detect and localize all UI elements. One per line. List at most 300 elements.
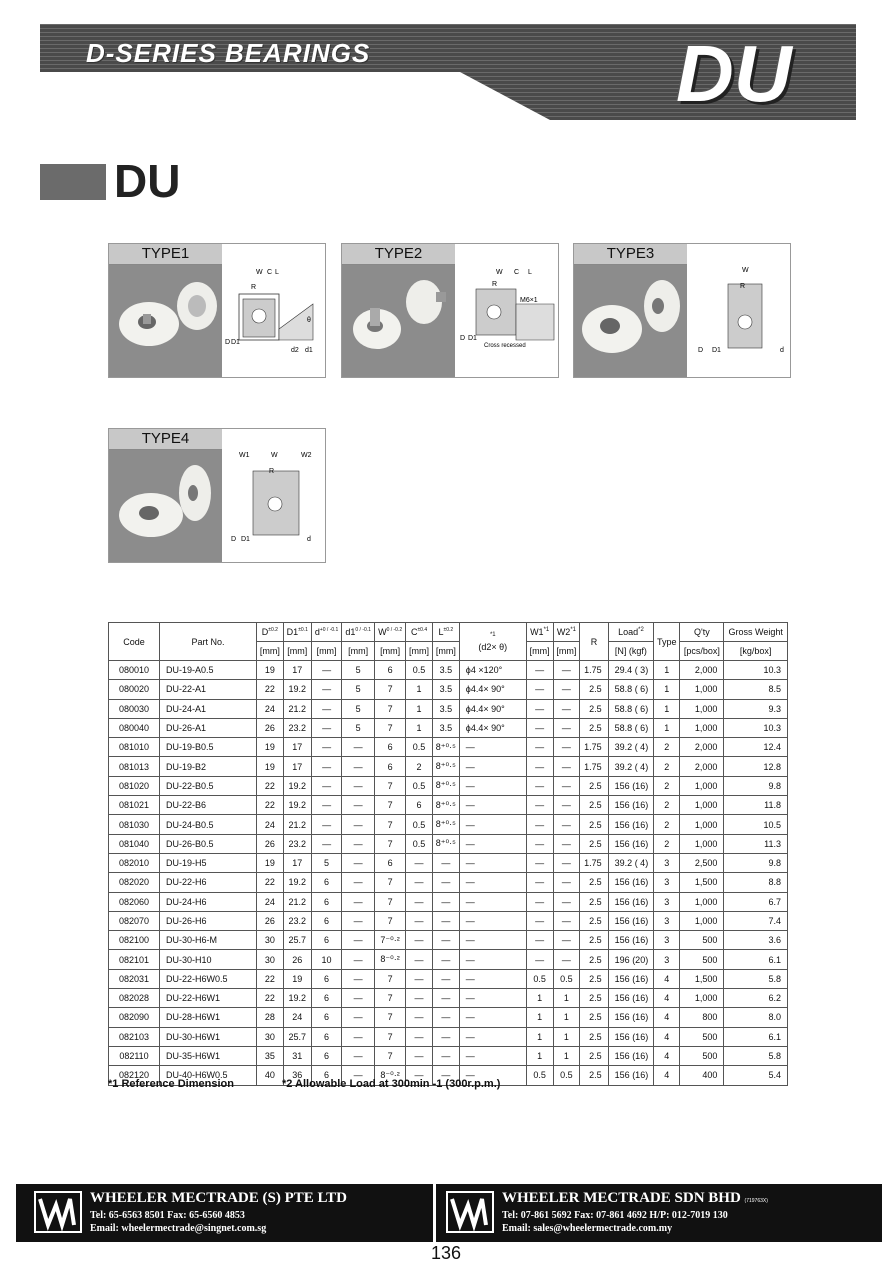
table-cell: 082103 [109,1027,160,1046]
table-cell: DU-24-H6 [160,892,257,911]
table-cell: DU-19-B2 [160,757,257,776]
table-cell: 24 [257,815,284,834]
note-allowable-load: *2 Allowable Load at 300min -1 (300r.p.m.) [282,1078,501,1090]
table-cell: — [311,834,342,853]
table-cell: — [406,892,433,911]
table-cell: — [526,834,553,853]
table-cell: — [342,892,375,911]
table-cell: 22 [257,680,284,699]
table-cell: DU-40-H6W0.5 [160,1066,257,1085]
type4-dim-d1: D1 [241,536,250,543]
table-cell: 17 [283,738,311,757]
table-cell: 9.3 [724,699,788,718]
type3-dim-d1: D1 [712,347,721,354]
table-cell: 21.2 [283,815,311,834]
table-row [109,776,788,795]
table-cell: 19 [257,853,284,872]
table-cell: DU-19-B0.5 [160,738,257,757]
table-cell: DU-22-B0.5 [160,776,257,795]
table-cell: 156 (16) [608,776,654,795]
table-cell: 156 (16) [608,1027,654,1046]
table-cell: — [311,680,342,699]
table-cell: 1,000 [680,699,724,718]
table-cell: — [526,796,553,815]
unit-d1-small: [mm] [342,642,375,661]
unit-c: [mm] [406,642,433,661]
table-cell: 1.75 [580,757,608,776]
table-cell: 6 [311,989,342,1008]
table-cell: — [459,815,526,834]
table-cell: 3 [654,931,680,950]
table-cell: 26 [257,911,284,930]
table-cell: 19.2 [283,873,311,892]
table-cell: 8⁺⁰·⁵ [432,757,459,776]
table-cell: — [526,815,553,834]
table-cell: — [553,661,580,680]
table-cell: 1 [654,680,680,699]
table-cell: 2 [654,796,680,815]
table-cell: 080020 [109,680,160,699]
table-cell: 0.5 [406,776,433,795]
table-cell: 6 [311,873,342,892]
table-cell: — [459,776,526,795]
table-row [109,699,788,718]
table-cell: DU-22-H6W1 [160,989,257,1008]
table-cell: 2 [406,757,433,776]
table-cell: 082110 [109,1046,160,1065]
table-cell: 31 [283,1046,311,1065]
table-cell: 4 [654,1046,680,1065]
table-cell: — [311,757,342,776]
table-cell: 5 [342,680,375,699]
table-cell: — [342,989,375,1008]
table-cell: — [526,931,553,950]
col-code: Code [109,623,160,661]
table-cell: 28 [257,1008,284,1027]
table-cell: 35 [257,1046,284,1065]
table-cell: 23.2 [283,911,311,930]
table-cell: — [459,1027,526,1046]
table-cell: 19 [257,738,284,757]
table-cell: 19.2 [283,989,311,1008]
table-cell: 6 [311,892,342,911]
type1-dim-l: L [275,269,279,276]
type1-figure [108,243,326,378]
table-cell: — [311,661,342,680]
table-cell: 4 [654,989,680,1008]
table-cell: — [311,815,342,834]
table-cell: 22 [257,776,284,795]
table-row [109,680,788,699]
table-cell: 1,000 [680,911,724,930]
col-d1-small: $d1^{0 / -0.1}$ [342,623,375,642]
table-cell: 39.2 ( 4) [608,757,654,776]
table-cell: 082010 [109,853,160,872]
col-w: $W^{0 / -0.2}$ [375,623,406,642]
table-cell: 6 [311,931,342,950]
table-cell: 0.5 [406,661,433,680]
table-cell: 58.8 ( 6) [608,718,654,737]
type2-dim-d: D [460,335,466,342]
table-cell: DU-22-H6W0.5 [160,969,257,988]
table-cell: 12.8 [724,757,788,776]
table-cell: 26 [257,834,284,853]
company-email-sg: Email: wheelermectrade@singnet.com.sg [90,1223,267,1234]
table-cell: 3 [654,892,680,911]
table-cell: 6 [311,1066,342,1085]
table-cell: — [553,699,580,718]
table-cell: — [459,1046,526,1065]
table-cell: 7 [375,718,406,737]
table-cell: — [459,892,526,911]
table-row [109,989,788,1008]
table-cell: — [553,718,580,737]
table-cell: 19 [283,969,311,988]
table-cell: 0.5 [406,738,433,757]
table-header-row [109,623,788,642]
table-cell: 1,000 [680,815,724,834]
table-cell: — [342,1046,375,1065]
company-tel-sg: Tel: 65-6563 8501 Fax: 65-6560 4853 [90,1210,245,1221]
table-cell: 1,500 [680,969,724,988]
table-cell: 19.2 [283,776,311,795]
table-cell: 156 (16) [608,1046,654,1065]
table-cell: 5.8 [724,1046,788,1065]
table-cell: ϕ4.4× 90° [459,680,526,699]
table-cell: 7 [375,1027,406,1046]
table-cell: ϕ4.4× 90° [459,699,526,718]
table-cell: 6 [311,911,342,930]
table-cell: 7 [375,892,406,911]
table-cell: — [406,853,433,872]
table-cell: — [553,834,580,853]
table-cell: — [459,950,526,969]
table-cell: 7.4 [724,911,788,930]
table-cell: 17 [283,757,311,776]
table-cell: — [342,738,375,757]
type3-label: TYPE3 [574,244,687,265]
table-cell: 19.2 [283,680,311,699]
table-row [109,950,788,969]
type2-cross-recessed: Cross recessed [484,343,526,349]
table-cell: — [459,796,526,815]
table-cell: 8.8 [724,873,788,892]
table-cell: 5.4 [724,1066,788,1085]
spec-table [108,622,788,1086]
table-cell: 30 [257,931,284,950]
table-cell: 7 [375,911,406,930]
table-cell: — [459,873,526,892]
type4-dim-w2: W2 [301,452,312,459]
table-cell: 0.5 [406,815,433,834]
table-cell: 0.5 [526,969,553,988]
col-r: R [580,623,608,661]
table-cell: 4 [654,1027,680,1046]
table-cell: 082100 [109,931,160,950]
table-cell: 082028 [109,989,160,1008]
table-cell: 22 [257,873,284,892]
table-cell: — [526,738,553,757]
footer-company-singapore [16,1184,432,1242]
table-cell: 10.3 [724,661,788,680]
type4-dim-db: d [307,536,311,543]
unit-bore-d: [mm] [311,642,342,661]
table-cell: — [406,1027,433,1046]
table-cell: 2 [654,815,680,834]
table-cell: 082020 [109,873,160,892]
table-cell: 082070 [109,911,160,930]
table-cell: 7 [375,796,406,815]
table-cell: — [432,911,459,930]
table-cell: 8⁺⁰·⁵ [432,834,459,853]
company-name-my: WHEELER MECTRADE SDN BHD (719763X) [502,1190,768,1206]
table-cell: 156 (16) [608,1066,654,1085]
table-cell: — [459,969,526,988]
table-cell: 156 (16) [608,911,654,930]
table-cell: 2.5 [580,989,608,1008]
col-d: $D^{\pm 0.2}$ [257,623,284,642]
section-marker [40,164,106,200]
table-cell: 3.5 [432,680,459,699]
table-cell: 5 [342,661,375,680]
table-cell: 6.1 [724,1027,788,1046]
table-cell: — [526,680,553,699]
table-cell: 23.2 [283,718,311,737]
unit-w1: [mm] [526,642,553,661]
table-cell: 22 [257,796,284,815]
table-cell: 17 [283,661,311,680]
table-cell: 7⁻⁰·² [375,931,406,950]
type2-dim-d1: D1 [468,335,477,342]
table-cell: 6 [375,661,406,680]
table-cell: 25.7 [283,1027,311,1046]
table-cell: — [432,1027,459,1046]
table-cell: 3 [654,950,680,969]
table-cell: 2.5 [580,1008,608,1027]
type4-dim-r: R [269,468,275,475]
table-cell: — [459,738,526,757]
type3-dim-r: R [740,283,746,290]
table-row [109,1008,788,1027]
table-row [109,796,788,815]
company-logo-icon [446,1191,494,1233]
table-cell: — [459,911,526,930]
table-cell: — [432,1066,459,1085]
table-cell: DU-24-A1 [160,699,257,718]
type2-dim-l: L [528,269,532,276]
table-cell: — [406,969,433,988]
type3-dim-d: D [698,347,704,354]
table-cell: DU-19-H5 [160,853,257,872]
banner-code: DU [676,29,792,118]
table-cell: 2.5 [580,699,608,718]
table-cell: 1,000 [680,834,724,853]
table-cell: — [342,853,375,872]
type1-dim-theta: θ [307,317,311,324]
company-name-sg: WHEELER MECTRADE (S) PTE LTD [90,1190,347,1206]
table-cell: 19 [257,757,284,776]
table-cell: ϕ4.4× 90° [459,718,526,737]
table-cell: 156 (16) [608,796,654,815]
table-cell: DU-19-A0.5 [160,661,257,680]
table-cell: — [406,1008,433,1027]
table-cell: 2.5 [580,796,608,815]
table-cell: — [526,853,553,872]
table-cell: 3.5 [432,718,459,737]
table-cell: 082120 [109,1066,160,1085]
table-cell: — [459,1008,526,1027]
table-cell: 081013 [109,757,160,776]
table-cell: 6.7 [724,892,788,911]
table-cell: — [553,873,580,892]
table-row [109,911,788,930]
table-cell: 7 [375,989,406,1008]
table-row [109,1027,788,1046]
table-cell: — [311,699,342,718]
table-cell: DU-22-B6 [160,796,257,815]
table-row [109,969,788,988]
table-cell: 800 [680,1008,724,1027]
table-cell: DU-30-H6W1 [160,1027,257,1046]
table-cell: 2.5 [580,815,608,834]
note-reference: *1 Reference Dimension [108,1078,234,1090]
table-cell: 2.5 [580,950,608,969]
table-cell: — [553,776,580,795]
table-cell: — [342,1027,375,1046]
table-cell: 22 [257,969,284,988]
table-cell: DU-30-H6-M [160,931,257,950]
banner-title: D-SERIES BEARINGS [86,38,371,68]
table-cell: 39.2 ( 4) [608,738,654,757]
table-cell: 500 [680,931,724,950]
table-cell: 156 (16) [608,931,654,950]
type2-drawing [456,244,558,377]
table-cell: — [553,680,580,699]
table-cell: 8⁺⁰·⁵ [432,738,459,757]
col-c: $C^{\pm 0.4}$ [406,623,433,642]
table-cell: 2,000 [680,661,724,680]
table-cell: DU-26-B0.5 [160,834,257,853]
table-cell: 2.5 [580,969,608,988]
table-cell: 6.2 [724,989,788,1008]
table-cell: — [526,757,553,776]
table-cell: — [553,815,580,834]
table-cell: 19 [257,661,284,680]
table-cell: 6 [311,1046,342,1065]
table-cell: 1 [553,989,580,1008]
table-cell: — [432,892,459,911]
table-cell: 6 [311,1008,342,1027]
table-cell: 7 [375,1008,406,1027]
table-cell: 500 [680,1046,724,1065]
table-cell: 3.6 [724,931,788,950]
type1-label: TYPE1 [109,244,222,265]
table-cell: 2.5 [580,680,608,699]
table-cell: — [342,950,375,969]
table-cell: — [553,853,580,872]
table-cell: 1 [526,1046,553,1065]
table-cell: 156 (16) [608,1008,654,1027]
table-cell: — [459,834,526,853]
table-cell: 156 (16) [608,873,654,892]
table-cell: 2.5 [580,718,608,737]
table-cell: 081020 [109,776,160,795]
table-cell: 082101 [109,950,160,969]
table-cell: 4 [654,1066,680,1085]
type2-dim-w: W [496,269,503,276]
table-row [109,853,788,872]
table-cell: — [342,776,375,795]
table-cell: — [406,931,433,950]
table-cell: DU-22-A1 [160,680,257,699]
type2-label: TYPE2 [342,244,455,265]
table-cell: 58.8 ( 6) [608,680,654,699]
table-cell: 2 [654,776,680,795]
table-cell: 080010 [109,661,160,680]
table-cell: 26 [283,950,311,969]
table-cell: 8⁺⁰·⁵ [432,815,459,834]
table-cell: 7 [375,680,406,699]
table-cell: 40 [257,1066,284,1085]
col-load: Load$^{*2}$ [608,623,654,642]
table-cell: 36 [283,1066,311,1085]
table-cell: 1 [654,699,680,718]
table-cell: 2 [654,834,680,853]
table-cell: 1.75 [580,661,608,680]
table-cell: — [406,950,433,969]
type2-dim-m6: M6×1 [520,297,538,304]
table-cell: 156 (16) [608,815,654,834]
table-cell: — [342,815,375,834]
table-cell: — [459,757,526,776]
table-cell: 25.7 [283,931,311,950]
table-cell: 1,000 [680,796,724,815]
table-cell: 1 [654,661,680,680]
table-cell: DU-26-H6 [160,911,257,930]
unit-l: [mm] [432,642,459,661]
table-cell: — [526,776,553,795]
footer-company-malaysia [428,1184,882,1242]
company-reg-my: (719763X) [744,1198,768,1204]
table-cell: 8⁻⁰·² [375,1066,406,1085]
table-cell: 156 (16) [608,834,654,853]
table-cell: ϕ4 ×120° [459,661,526,680]
table-cell: 500 [680,950,724,969]
unit-w2: [mm] [553,642,580,661]
table-cell: 3.5 [432,661,459,680]
table-cell: — [459,989,526,1008]
table-cell: 9.8 [724,776,788,795]
table-cell: 1,000 [680,776,724,795]
table-cell: 2 [654,757,680,776]
table-cell: DU-28-H6W1 [160,1008,257,1027]
table-cell: — [342,1066,375,1085]
type4-drawing [223,429,325,562]
table-cell: 2.5 [580,834,608,853]
type1-dim-d1b: d1 [305,347,313,354]
table-cell: — [311,796,342,815]
table-cell: — [459,853,526,872]
table-cell: 082060 [109,892,160,911]
table-cell: — [406,989,433,1008]
table-cell: 11.8 [724,796,788,815]
type1-dim-d: D [225,339,231,346]
table-cell: — [553,950,580,969]
table-cell: 2.5 [580,1046,608,1065]
table-cell: 1,000 [680,989,724,1008]
table-cell: 081010 [109,738,160,757]
table-cell: — [553,738,580,757]
